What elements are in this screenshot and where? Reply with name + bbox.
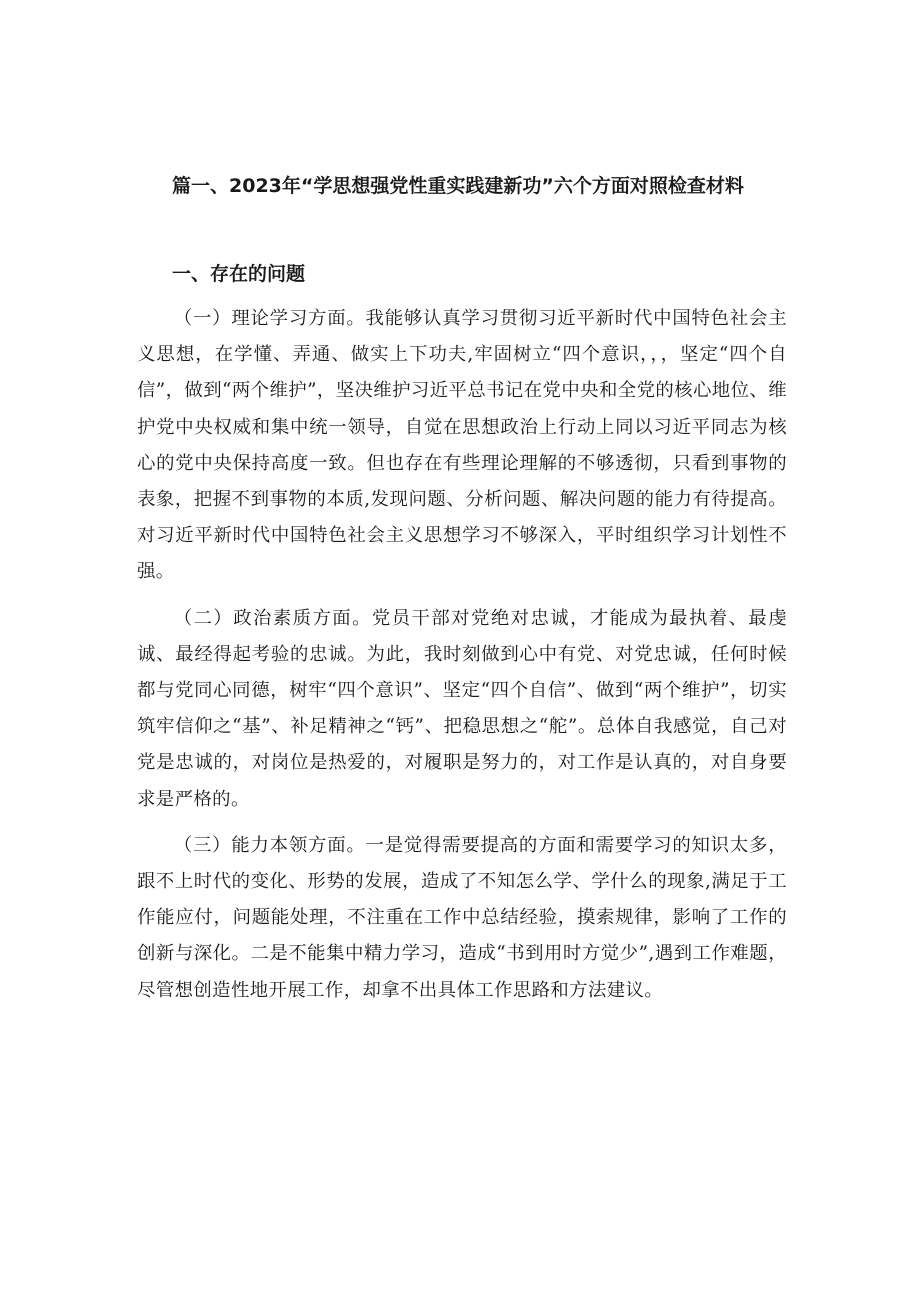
section-heading: 一、存在的问题 <box>172 263 306 285</box>
document-title: 篇一、2023年“学思想强党性重实践建新功”六个方面对照检查材料 <box>172 175 744 197</box>
document-body <box>137 301 787 1019</box>
paragraph-political-quality: （二）政治素质方面。党员干部对党绝对忠诚，才能成为最执着、最虔诚、最经得起考验的忠诚。为此，我时刻做到心中有党、对党忠诚，任何时候都与党同心同德，树牢“四个意识”、坚定“四个自信”、做到“两个维护”，切实筑牢信仰之“基”、补足精神之“钙”、把稳思想之“舵”。总体自我感觉，自己对党是忠诚的，对岗位是热爱的，对履职是努力的，对工作是认真的，对自身要求是严格的。 <box>137 607 787 810</box>
paragraph-ability-skills: （三）能力本领方面。一是觉得需要提高的方面和需要学习的知识太多，跟不上时代的变化、形势的发展，造成了不知怎么学、学什么的现象,满足于工作能应付，问题能处理，不注重在工作中总结经验，摸索规律，影响了工作的创新与深化。二是不能集中精力学习，造成“书到用时方觉少”,遇到工作难题，尽管想创造性地开展工作，却拿不出具体工作思路和方法建议。 <box>137 834 787 1001</box>
paragraph-theory-study: （一）理论学习方面。我能够认真学习贯彻习近平新时代中国特色社会主义思想，在学懂、弄通、做实上下功夫,牢固树立“四个意识，，，坚定“四个自信”，做到“两个维护”，坚决维护习近平总书记在党中央和全党的核心地位、维护党中央权威和集中统一领导，自觉在思想政治上行动上同以习近平同志为核心的党中央保持高度一致。但也存在有些理论理解的不够透彻，只看到事物的表象，把握不到事物的本质,发现问题、分析问题、解决问题的能力有待提高。对习近平新时代中国特色社会主义思想学习不够深入，平时组织学习计划性不强。 <box>137 308 787 583</box>
